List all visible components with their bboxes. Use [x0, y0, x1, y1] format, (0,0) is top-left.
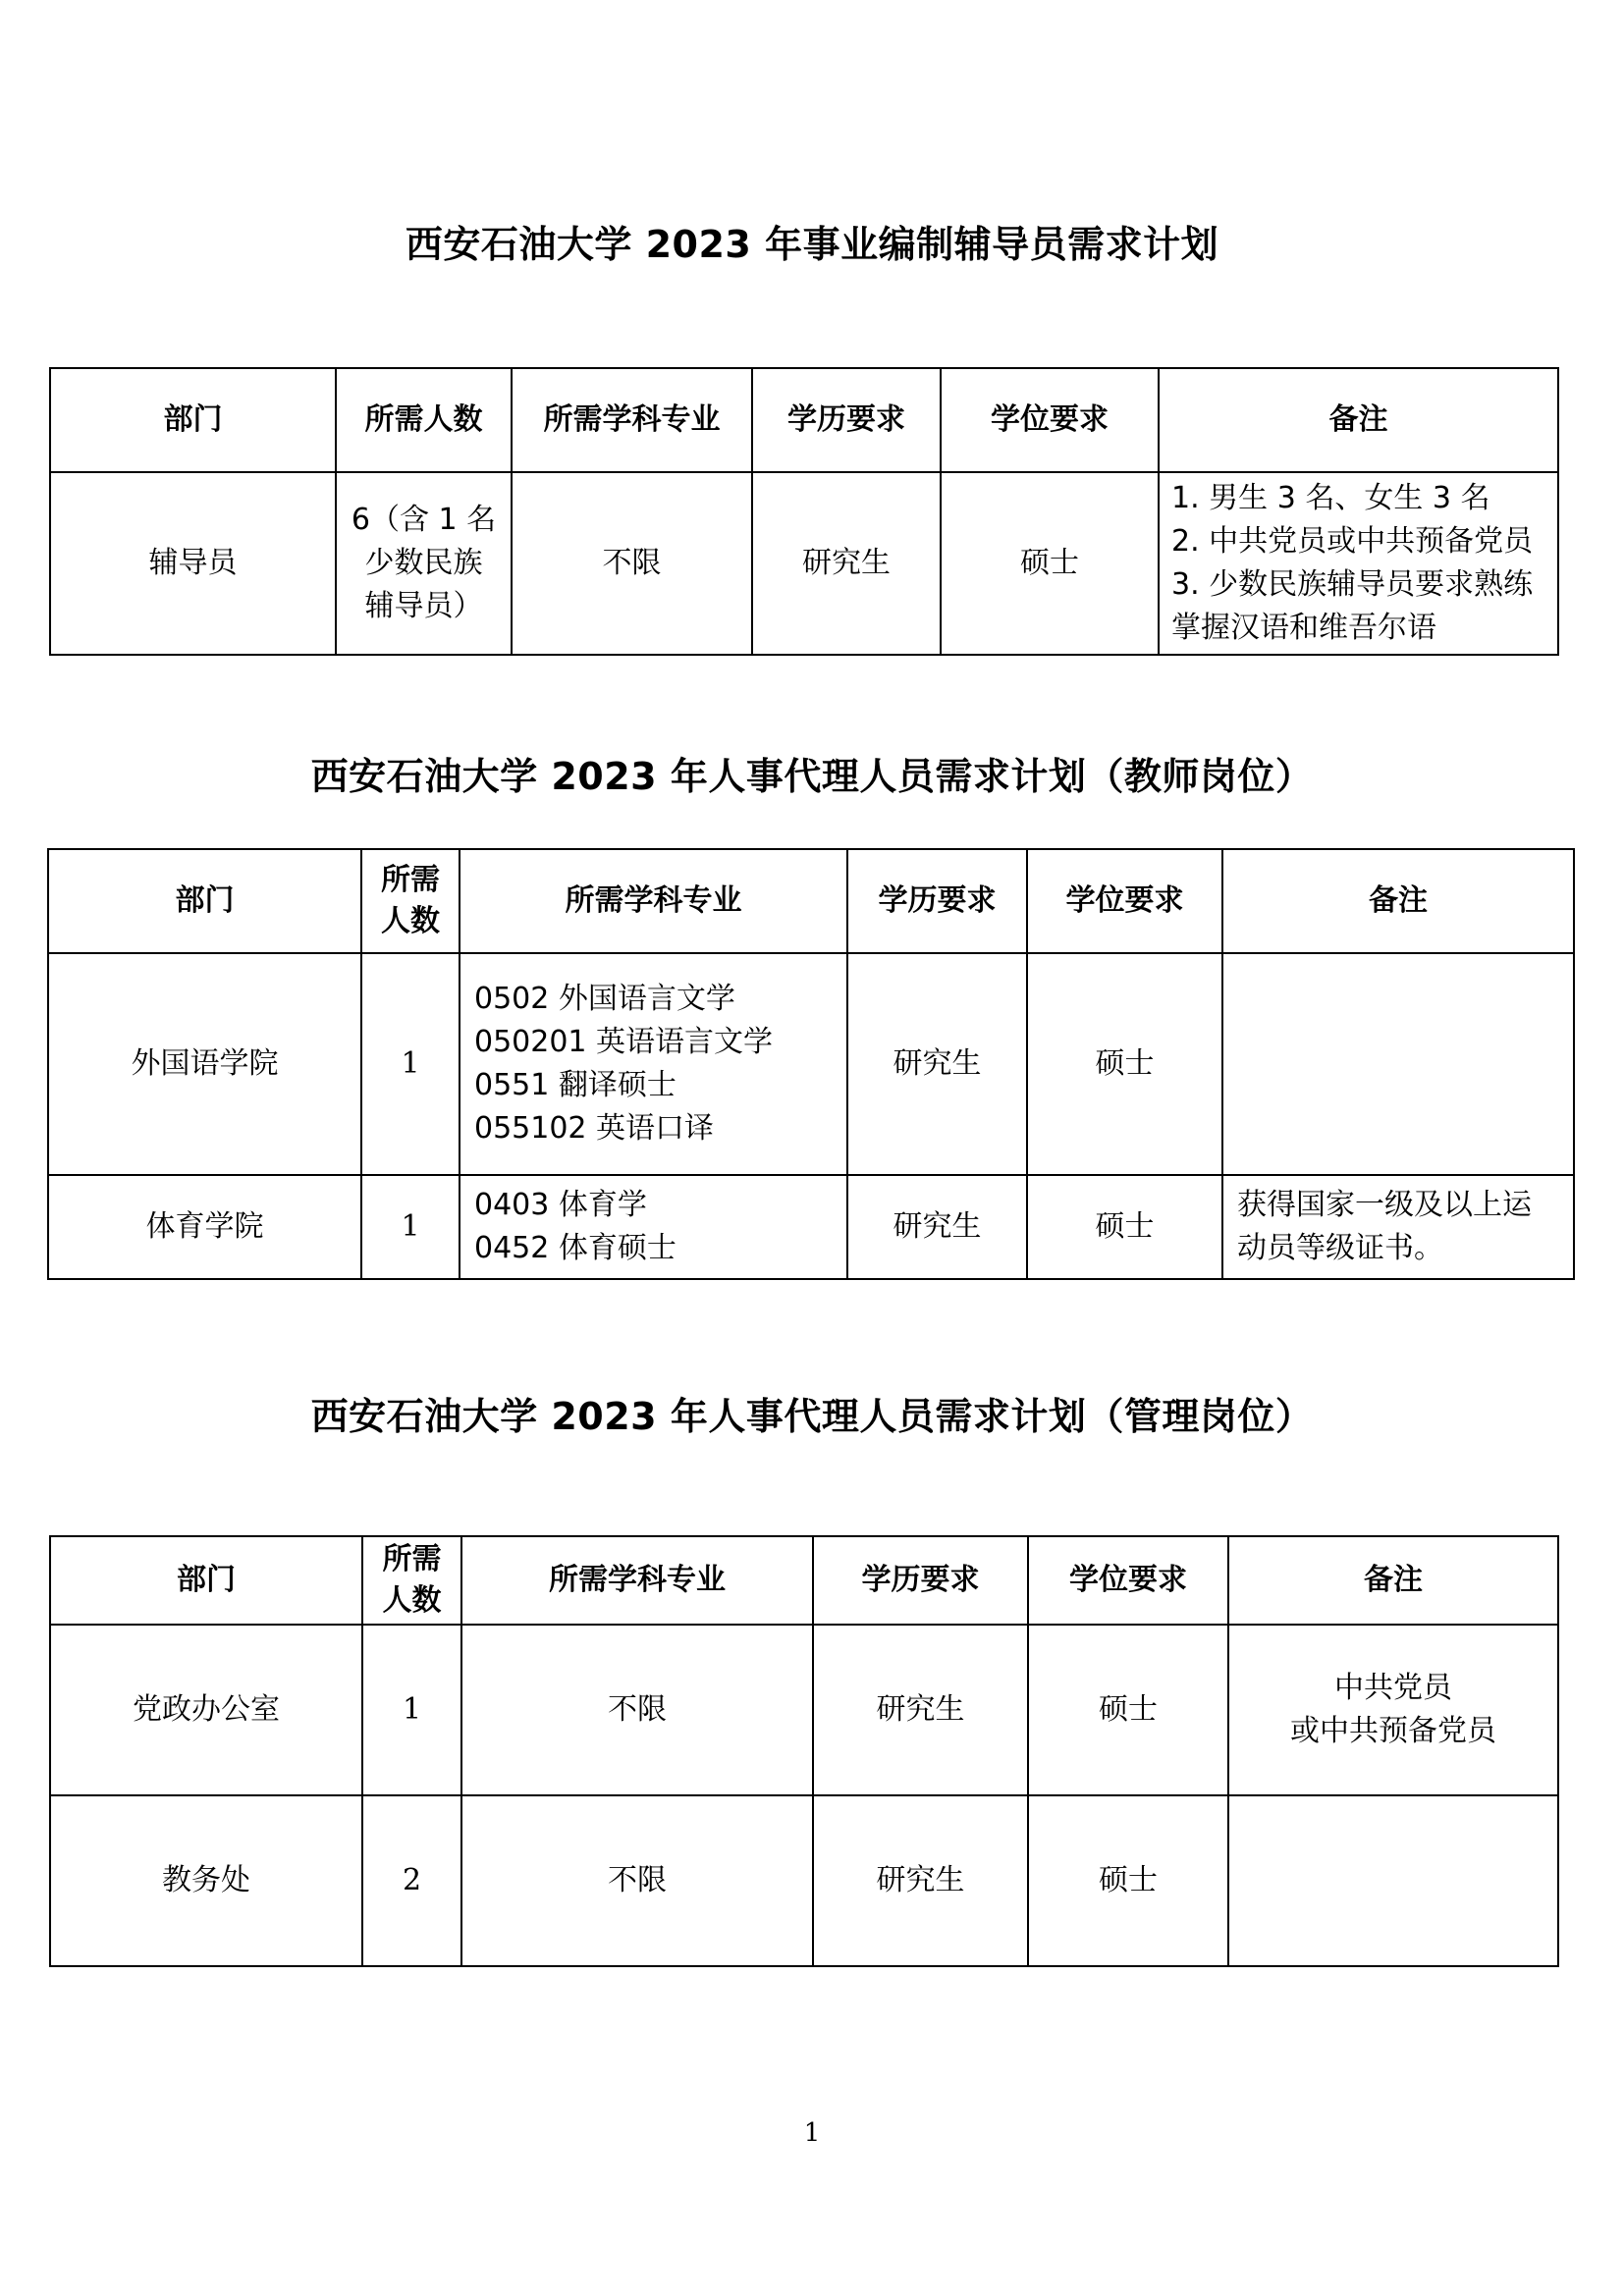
header-degree: 学位要求	[1028, 1536, 1228, 1625]
header-major: 所需学科专业	[461, 1536, 813, 1625]
cell-count: 1	[361, 953, 460, 1175]
header-count-line: 所需	[381, 863, 440, 897]
header-dept: 部门	[50, 1536, 362, 1625]
cell-degree: 硕士	[941, 472, 1159, 655]
header-major: 所需学科专业	[460, 849, 847, 953]
cell-count: 1	[362, 1625, 461, 1795]
cell-major	[460, 1175, 847, 1279]
header-education: 学历要求	[847, 849, 1027, 953]
table-row	[48, 953, 1574, 1175]
cell-degree: 硕士	[1027, 1175, 1222, 1279]
major-line: 0403 体育学	[474, 1188, 647, 1222]
cell-major: 不限	[461, 1795, 813, 1966]
cell-dept: 党政办公室	[50, 1625, 362, 1795]
table-teacher	[47, 848, 1575, 1280]
cell-remarks	[1222, 953, 1574, 1175]
table-row	[50, 1795, 1558, 1966]
header-remarks: 备注	[1222, 849, 1574, 953]
cell-dept: 教务处	[50, 1795, 362, 1966]
cell-count	[336, 472, 512, 655]
cell-major: 不限	[512, 472, 752, 655]
table-header-row	[50, 1536, 1558, 1625]
header-major: 所需学科专业	[512, 368, 752, 472]
cell-remarks	[1228, 1625, 1558, 1795]
page-number: 1	[803, 2118, 821, 2148]
major-line: 055102 英语口译	[474, 1111, 715, 1146]
section-1-title: 西安石油大学 2023 年事业编制辅导员需求计划	[405, 223, 1219, 266]
cell-degree: 硕士	[1027, 953, 1222, 1175]
section-2-title: 西安石油大学 2023 年人事代理人员需求计划（教师岗位）	[310, 755, 1314, 798]
remark-line: 3. 少数民族辅导员要求熟练	[1171, 567, 1534, 602]
section-3-title: 西安石油大学 2023 年人事代理人员需求计划（管理岗位）	[310, 1395, 1314, 1438]
cell-education: 研究生	[813, 1625, 1028, 1795]
table-header-row	[50, 368, 1558, 472]
count-line: 少数民族	[364, 546, 483, 580]
header-degree: 学位要求	[941, 368, 1159, 472]
cell-remarks	[1228, 1795, 1558, 1966]
cell-dept: 体育学院	[48, 1175, 361, 1279]
table-header-row	[48, 849, 1574, 953]
cell-degree: 硕士	[1028, 1795, 1228, 1966]
header-education: 学历要求	[752, 368, 941, 472]
header-degree: 学位要求	[1027, 849, 1222, 953]
major-line: 0551 翻译硕士	[474, 1068, 677, 1102]
cell-remarks	[1159, 472, 1558, 655]
table-row	[50, 472, 1558, 655]
header-dept: 部门	[50, 368, 336, 472]
cell-education: 研究生	[752, 472, 941, 655]
header-count-line: 人数	[381, 904, 440, 938]
header-count	[362, 1536, 461, 1625]
table-management	[49, 1535, 1559, 1967]
header-count	[361, 849, 460, 953]
major-line: 0502 外国语言文学	[474, 982, 735, 1016]
header-remarks: 备注	[1228, 1536, 1558, 1625]
remark-line: 中共党员	[1334, 1671, 1452, 1705]
cell-education: 研究生	[847, 1175, 1027, 1279]
header-remarks: 备注	[1159, 368, 1558, 472]
cell-major: 不限	[461, 1625, 813, 1795]
cell-remarks	[1222, 1175, 1574, 1279]
remark-line: 2. 中共党员或中共预备党员	[1171, 524, 1534, 559]
remark-line: 动员等级证书。	[1237, 1231, 1443, 1265]
count-line: 辅导员）	[364, 589, 483, 623]
count-line: 6（含 1 名	[351, 503, 497, 537]
table-counselor	[49, 367, 1559, 656]
major-line: 050201 英语语言文学	[474, 1025, 774, 1059]
cell-dept: 外国语学院	[48, 953, 361, 1175]
header-education: 学历要求	[813, 1536, 1028, 1625]
remark-line: 或中共预备党员	[1290, 1714, 1496, 1748]
cell-dept: 辅导员	[50, 472, 336, 655]
header-dept: 部门	[48, 849, 361, 953]
remark-line: 掌握汉语和维吾尔语	[1171, 611, 1436, 645]
remark-line: 获得国家一级及以上运	[1237, 1188, 1532, 1222]
table-row	[48, 1175, 1574, 1279]
cell-education: 研究生	[813, 1795, 1028, 1966]
header-count-line: 人数	[382, 1583, 442, 1618]
major-line: 0452 体育硕士	[474, 1231, 677, 1265]
cell-major	[460, 953, 847, 1175]
cell-degree: 硕士	[1028, 1625, 1228, 1795]
header-count-line: 所需	[382, 1542, 442, 1576]
table-row	[50, 1625, 1558, 1795]
cell-count: 2	[362, 1795, 461, 1966]
remark-line: 1. 男生 3 名、女生 3 名	[1171, 481, 1490, 515]
cell-count: 1	[361, 1175, 460, 1279]
cell-education: 研究生	[847, 953, 1027, 1175]
header-count: 所需人数	[336, 368, 512, 472]
